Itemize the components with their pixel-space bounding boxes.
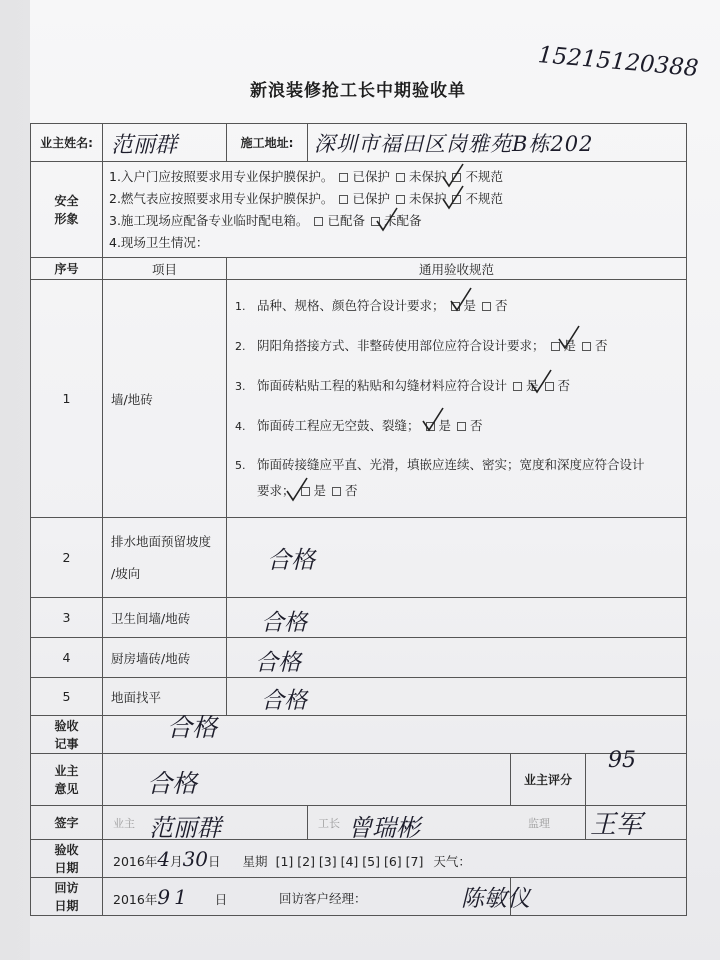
address-label: 施工地址: <box>227 124 308 162</box>
row4-item: 厨房墙砖/地砖 <box>103 638 227 678</box>
sign-foreman-label: 工长 <box>318 817 340 830</box>
checkmark-icon <box>421 406 445 434</box>
criterion-2-yes-label: 是 <box>563 337 577 353</box>
safety-item-1-text: 1.入户门应按照要求用专业保护膜保护。 <box>109 168 334 184</box>
accept-weekday-options: [1] [2] [3] [4] [5] [6] [7] <box>275 853 424 869</box>
visit-manager-cell <box>461 878 687 916</box>
criterion-5 <box>227 446 686 512</box>
criterion-4-num: 4. <box>235 419 246 433</box>
row3-item: 卫生间墙/地砖 <box>103 598 227 638</box>
criterion-4-yes-label: 是 <box>438 417 452 433</box>
sign-foreman-cell <box>308 806 586 840</box>
criterion-1-text: 品种、规格、颜色符合设计要求； <box>257 297 445 313</box>
row5-item: 地面找平 <box>103 678 227 716</box>
criterion-2-no-checkbox[interactable] <box>582 342 591 351</box>
criterion-3-text: 饰面砖粘贴工程的粘贴和勾缝材料应符合设计 <box>257 377 508 393</box>
safety-label-cell <box>31 162 103 258</box>
safety-items-cell <box>103 162 687 258</box>
row2-seq: 2 <box>31 518 103 598</box>
safety-item-1-opt3-label: 不规范 <box>465 168 503 184</box>
row5-seq: 5 <box>31 678 103 716</box>
accept-date-label-line1: 验收 <box>54 842 79 857</box>
criterion-3-no-label: 否 <box>557 377 571 393</box>
accept-weekday-label: 星期 <box>242 853 268 869</box>
accept-month-suffix: 月 <box>170 853 183 869</box>
safety-label: 安全形象 <box>54 193 79 226</box>
safety-item-2-opt2-checkbox[interactable] <box>396 195 405 204</box>
phone-number-handwritten: 15215120388 <box>536 42 700 82</box>
row4-seq: 4 <box>31 638 103 678</box>
record-handwritten: 合格 <box>167 713 218 742</box>
row2-item <box>103 518 227 598</box>
safety-item-1-opt2-checkbox[interactable] <box>396 173 405 182</box>
safety-item-2-opt3-label: 不规范 <box>465 190 503 206</box>
safety-item-2-text: 2.燃气表应按照要求用专业保护膜保护。 <box>109 190 334 206</box>
checkmark-icon <box>375 206 399 234</box>
row2-item-line1: 排水地面预留坡度 <box>111 533 212 549</box>
score-handwritten: 95 <box>608 748 636 773</box>
criterion-1-no-checkbox[interactable] <box>482 302 491 311</box>
sign-owner-cell <box>103 806 308 840</box>
row3-seq: 3 <box>31 598 103 638</box>
safety-item-3-opt1-label: 已配备 <box>327 212 365 228</box>
safety-item-1 <box>103 166 686 188</box>
safety-item-1-opt2-label: 未保护 <box>408 168 447 184</box>
opinion-cell <box>103 754 511 806</box>
row3-result-cell <box>227 598 687 638</box>
visit-day-handwritten: 1 <box>174 884 187 909</box>
owner-signature: 范丽群 <box>149 814 221 842</box>
criterion-4-no-label: 否 <box>470 417 483 433</box>
safety-item-1-opt1-label: 已保护 <box>352 168 390 184</box>
accept-month-handwritten: 4 <box>157 846 171 871</box>
sign-supervisor-label: 监理 <box>528 817 550 830</box>
criterion-5-line1: 饰面砖接缝应平直、光滑，填嵌应连续、密实；宽度和深度应符合设计 <box>257 456 645 472</box>
criterion-1-num: 1. <box>235 299 246 313</box>
row2-item-line2: /坡向 <box>111 565 141 581</box>
acceptance-form-table <box>30 123 687 916</box>
safety-item-3-opt2-label: 未配备 <box>383 212 422 228</box>
owner-name-cell <box>103 124 227 162</box>
criterion-1-yes-label: 是 <box>463 297 477 313</box>
safety-item-1-opt1-checkbox[interactable] <box>339 173 348 182</box>
score-label: 业主评分 <box>511 754 586 806</box>
document-title: 新浪装修抢工长中期验收单 <box>250 81 466 101</box>
record-label-line1: 验收 <box>54 718 79 733</box>
record-label <box>31 716 103 754</box>
sign-owner-label: 业主 <box>113 817 135 830</box>
criterion-5-line2: 要求； <box>257 482 295 498</box>
item-header: 项目 <box>103 258 227 280</box>
visit-date-label <box>31 878 103 916</box>
criterion-2 <box>227 326 686 366</box>
criterion-4-text: 饰面砖工程应无空鼓、裂缝； <box>257 417 420 433</box>
opinion-label <box>31 754 103 806</box>
accept-date-label-line2: 日期 <box>54 860 79 875</box>
visit-manager-signature: 陈敏仪 <box>461 886 530 912</box>
checkmark-icon <box>285 476 309 504</box>
criterion-5-no-checkbox[interactable] <box>332 487 341 496</box>
criterion-5-num: 5. <box>235 458 246 472</box>
criterion-4-no-checkbox[interactable] <box>457 422 466 431</box>
row1-seq: 1 <box>31 280 103 518</box>
row5-result-handwritten: 合格 <box>261 688 307 714</box>
criterion-2-text: 阴阳角搭接方式、非整砖使用部位应符合设计要求； <box>257 337 545 353</box>
criterion-5-yes-label: 是 <box>313 482 327 498</box>
seq-header: 序号 <box>31 258 103 280</box>
accept-date-label <box>31 840 103 878</box>
safety-item-2-opt1-checkbox[interactable] <box>339 195 348 204</box>
visit-manager-label: 回访客户经理： <box>279 891 367 906</box>
opinion-handwritten: 合格 <box>147 769 198 798</box>
criterion-3-yes-checkbox[interactable] <box>513 382 522 391</box>
checkmark-icon <box>449 286 473 314</box>
accept-weather-label-text: 天气： <box>433 853 471 869</box>
criterion-2-num: 2. <box>235 339 246 353</box>
opinion-label-line1: 业主 <box>54 763 79 778</box>
safety-item-4 <box>103 232 686 254</box>
supervisor-signature: 王军 <box>590 810 643 840</box>
criterion-1-no-label: 否 <box>495 297 508 313</box>
criterion-2-no-label: 否 <box>595 337 608 353</box>
record-cell <box>103 713 687 754</box>
checkmark-icon <box>557 324 581 352</box>
row1-criteria-cell <box>227 280 687 518</box>
owner-name-handwritten: 范丽群 <box>111 133 178 158</box>
row4-result-handwritten: 合格 <box>255 650 301 676</box>
safety-item-3-text: 3.施工现场应配备专业临时配电箱。 <box>109 212 309 228</box>
foreman-signature: 曾瑞彬 <box>348 814 420 842</box>
safety-item-2-opt1-label: 已保护 <box>352 190 390 206</box>
visit-month-handwritten: 9 <box>157 884 171 909</box>
address-cell <box>308 124 687 162</box>
visit-date-label-line1: 回访 <box>54 880 79 895</box>
row1-item: 墙/地砖 <box>103 280 227 518</box>
checkmark-icon <box>441 184 465 212</box>
criterion-3-yes-label: 是 <box>526 377 539 393</box>
visit-date-cell <box>103 878 511 916</box>
accept-day-handwritten: 30 <box>182 846 209 871</box>
owner-name-label: 业主姓名: <box>31 124 103 162</box>
visit-date-label-line2: 日期 <box>54 898 79 913</box>
accept-day-suffix: 日 <box>208 853 221 869</box>
criterion-3-num: 3. <box>235 379 246 393</box>
criterion-1 <box>227 286 686 326</box>
accept-year-suffix: 年 <box>144 853 158 869</box>
row5-result-cell <box>227 678 687 716</box>
row4-result-cell <box>227 638 687 678</box>
criterion-4 <box>227 406 686 446</box>
row2-result-cell <box>227 518 687 598</box>
row3-result-handwritten: 合格 <box>261 610 307 636</box>
record-label-line2: 记事 <box>54 736 79 751</box>
visit-day-suffix: 日 <box>214 891 228 907</box>
criterion-3 <box>227 366 686 406</box>
checkmark-icon <box>529 368 553 396</box>
criterion-5-no-label: 否 <box>345 482 358 498</box>
safety-item-2-opt2-label: 未保护 <box>408 190 447 206</box>
visit-year-suffix: 年 <box>144 891 158 907</box>
safety-item-4-text: 4.现场卫生情况： <box>109 234 209 250</box>
address-handwritten: 深圳市福田区岗雅苑B栋202 <box>314 132 594 156</box>
accept-year: 2016 <box>113 853 145 869</box>
safety-item-3-opt1-checkbox[interactable] <box>314 217 323 226</box>
visit-year: 2016 <box>113 891 145 907</box>
opinion-label-line2: 意见 <box>54 781 79 796</box>
accept-date-cell <box>103 840 687 878</box>
spec-header: 通用验收规范 <box>227 258 687 280</box>
sign-supervisor-cell <box>586 806 687 840</box>
row2-result-handwritten: 合格 <box>267 546 315 574</box>
sign-label: 签字 <box>31 806 103 840</box>
score-cell <box>586 748 687 806</box>
